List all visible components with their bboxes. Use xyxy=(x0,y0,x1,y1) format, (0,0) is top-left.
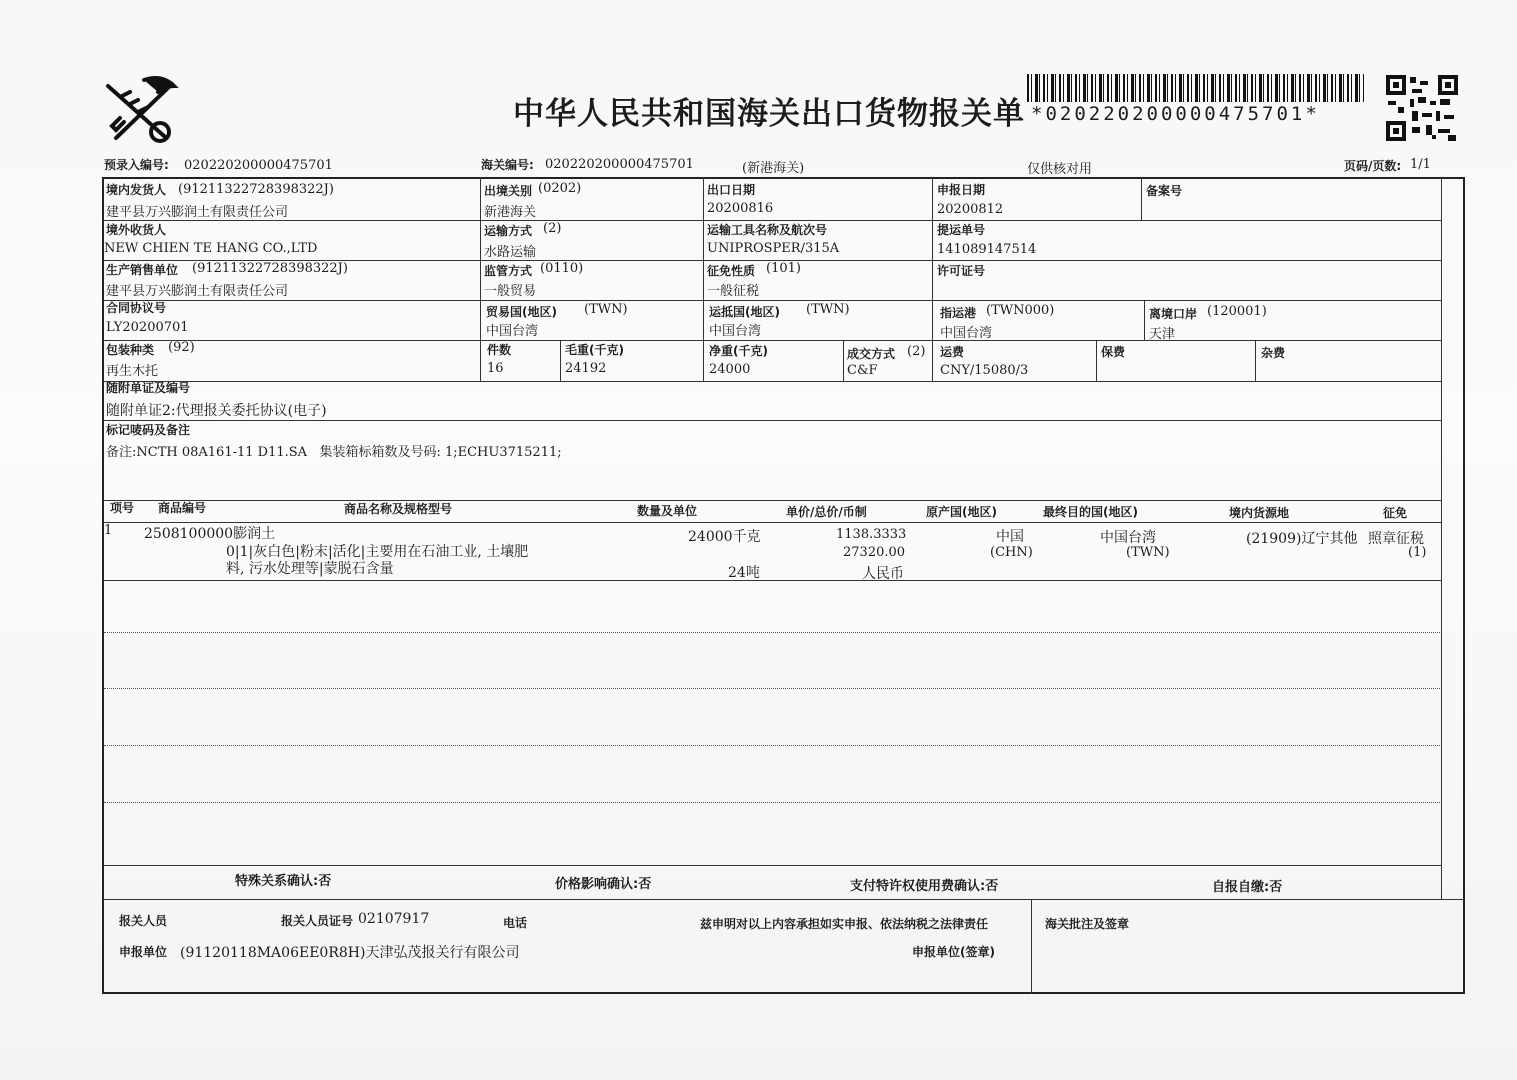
seal-label: 申报单位(签章) xyxy=(912,945,995,959)
price-influence-confirm: 价格影响确认:否 xyxy=(555,877,652,892)
record-no-label: 备案号 xyxy=(1146,184,1183,198)
docs-label: 随附单证及编号 xyxy=(106,381,191,395)
source: (21909)辽宁其他 xyxy=(1246,531,1358,547)
final-dest: 中国台湾 xyxy=(1100,530,1156,546)
origin-code: (CHN) xyxy=(990,545,1033,560)
levy-value: 一般征税 xyxy=(707,284,760,299)
page-label: 页码/页数: xyxy=(1344,159,1402,173)
col-price: 单价/总价/币制 xyxy=(786,505,867,519)
overseas-consignee-label: 境外收货人 xyxy=(106,223,167,237)
exit-port-value: 天津 xyxy=(1149,327,1176,342)
producer-label: 生产销售单位 xyxy=(106,263,179,277)
declarant-cert-label: 报关人员证号 xyxy=(281,914,354,928)
export-date-value: 20200816 xyxy=(707,201,774,216)
vessel-value: UNIPROSPER/315A xyxy=(707,241,840,256)
levy-code: (1) xyxy=(1408,545,1427,560)
declarant-cert-value: 02107917 xyxy=(358,911,430,927)
declarant-label: 报关人员 xyxy=(119,914,168,928)
verify-note: 仅供核对用 xyxy=(1027,162,1093,177)
qty-primary: 24000千克 xyxy=(688,529,761,545)
license-label: 许可证号 xyxy=(937,264,986,278)
item-no: 1 xyxy=(104,523,113,538)
hs-code-name: 2508100000膨润土 xyxy=(144,526,276,542)
export-date-label: 出口日期 xyxy=(707,183,756,197)
origin: 中国 xyxy=(996,529,1024,545)
domestic-shipper-code: (91211322728398322J) xyxy=(178,182,334,197)
terms-value: C&F xyxy=(847,363,878,378)
statement: 兹申明对以上内容承担如实申报、依法纳税之法律责任 xyxy=(700,917,989,931)
exit-customs-code: (0202) xyxy=(538,181,582,196)
net-label: 净重(千克) xyxy=(709,344,768,358)
exit-customs-label: 出境关别 xyxy=(484,184,533,198)
trade-country-value: 中国台湾 xyxy=(486,324,539,339)
net-value: 24000 xyxy=(709,362,751,377)
transport-mode-label: 运输方式 xyxy=(484,224,533,238)
col-origin: 原产国(地区) xyxy=(926,505,997,519)
package-label: 包装种类 xyxy=(106,343,155,357)
dest-port-value: 中国台湾 xyxy=(940,326,993,341)
docs-value: 随附单证2:代理报关委托协议(电子) xyxy=(106,403,327,419)
contract-value: LY20200701 xyxy=(106,320,189,335)
customs-emblem-icon xyxy=(100,74,182,146)
insurance-label: 保费 xyxy=(1101,345,1126,359)
exit-port-label: 离境口岸 xyxy=(1149,307,1198,321)
spec-line-2: 料, 污水处理等|蒙脱石含量 xyxy=(226,561,394,577)
declaring-unit-label: 申报单位 xyxy=(119,945,168,959)
levy: 照章征税 xyxy=(1368,531,1424,547)
marks-label: 标记唛码及备注 xyxy=(106,423,191,437)
trade-country-label: 贸易国(地区) xyxy=(486,305,557,319)
trade-country-code: (TWN) xyxy=(584,302,628,317)
dest-port-label: 指运港 xyxy=(940,306,977,320)
page-value: 1/1 xyxy=(1410,157,1431,172)
marks-value: 备注:NCTH 08A161-11 D11.SA 集装箱标箱数及号码: 1;ECHU3715211; xyxy=(106,445,562,460)
col-final-dest: 最终目的国(地区) xyxy=(1043,505,1138,519)
supervision-value: 一般贸易 xyxy=(484,284,537,299)
phone-label: 电话 xyxy=(503,916,528,930)
dest-port-code: (TWN000) xyxy=(986,303,1055,318)
bill-label: 提运单号 xyxy=(937,223,986,237)
package-value: 再生木托 xyxy=(106,364,159,379)
self-report-confirm: 自报自缴:否 xyxy=(1212,880,1283,895)
col-name-spec: 商品名称及规格型号 xyxy=(344,502,453,516)
spec-line-1: 0|1|灰白色|粉末|活化|主要用在石油工业, 土壤肥 xyxy=(226,544,529,560)
qr-code-icon xyxy=(1386,75,1458,141)
producer-code: (91211322728398322J) xyxy=(192,261,348,276)
special-relation-confirm: 特殊关系确认:否 xyxy=(235,874,332,889)
misc-label: 杂费 xyxy=(1261,346,1286,360)
barcode-image xyxy=(1027,74,1364,102)
package-code: (92) xyxy=(168,340,195,355)
domestic-shipper-label: 境内发货人 xyxy=(106,183,167,197)
barcode-text: *020220200000475701* xyxy=(1031,103,1320,125)
col-qty-unit: 数量及单位 xyxy=(637,504,698,518)
terms-code: (2) xyxy=(907,344,926,359)
declare-date-label: 申报日期 xyxy=(937,183,986,197)
dest-country-label: 运抵国(地区) xyxy=(709,305,780,319)
customs-office: (新港海关) xyxy=(742,161,805,176)
total-price: 27320.00 xyxy=(843,545,906,560)
exit-port-code: (120001) xyxy=(1207,304,1267,319)
transport-mode-code: (2) xyxy=(543,221,562,236)
levy-label: 征免性质 xyxy=(707,264,756,278)
exit-customs-value: 新港海关 xyxy=(484,205,537,220)
dest-country-code: (TWN) xyxy=(806,302,850,317)
dest-country-value: 中国台湾 xyxy=(709,324,762,339)
col-source: 境内货源地 xyxy=(1229,506,1290,520)
pre-entry-label: 预录入编号: xyxy=(104,158,169,172)
producer-value: 建平县万兴膨润土有限责任公司 xyxy=(106,284,289,299)
freight-label: 运费 xyxy=(940,345,965,359)
levy-code: (101) xyxy=(766,261,801,276)
col-hs-code: 商品编号 xyxy=(158,501,207,515)
pieces-label: 件数 xyxy=(487,343,512,357)
royalty-confirm: 支付特许权使用费确认:否 xyxy=(850,879,999,894)
contract-label: 合同协议号 xyxy=(106,301,167,315)
supervision-code: (0110) xyxy=(540,261,584,276)
declare-date-value: 20200812 xyxy=(937,202,1004,217)
domestic-shipper-value: 建平县万兴膨润土有限责任公司 xyxy=(106,205,289,220)
terms-label: 成交方式 xyxy=(847,347,896,361)
gross-value: 24192 xyxy=(565,361,607,376)
pieces-value: 16 xyxy=(487,361,504,376)
unit-price: 1138.3333 xyxy=(836,527,907,542)
overseas-consignee-value: NEW CHIEN TE HANG CO.,LTD xyxy=(104,241,318,256)
supervision-label: 监管方式 xyxy=(484,264,533,278)
bill-value: 141089147514 xyxy=(937,242,1037,257)
declaring-unit-value: (91120118MA06EE0R8H)天津弘茂报关行有限公司 xyxy=(180,945,520,961)
customs-no-value: 020220200000475701 xyxy=(545,157,694,172)
customs-no-label: 海关编号: xyxy=(481,158,534,172)
freight-value: CNY/15080/3 xyxy=(940,363,1029,378)
form-title: 中华人民共和国海关出口货物报关单 xyxy=(513,96,1025,132)
pre-entry-value: 020220200000475701 xyxy=(184,158,333,173)
gross-label: 毛重(千克) xyxy=(565,343,624,357)
col-item-no: 项号 xyxy=(110,501,135,515)
col-levy: 征免 xyxy=(1383,506,1408,520)
qty-secondary: 24吨 xyxy=(728,565,760,581)
vessel-label: 运输工具名称及航次号 xyxy=(707,223,828,237)
transport-mode-value: 水路运输 xyxy=(484,245,537,260)
currency: 人民币 xyxy=(862,566,904,582)
customs-approval-label: 海关批注及签章 xyxy=(1045,917,1130,931)
final-dest-code: (TWN) xyxy=(1126,545,1170,560)
